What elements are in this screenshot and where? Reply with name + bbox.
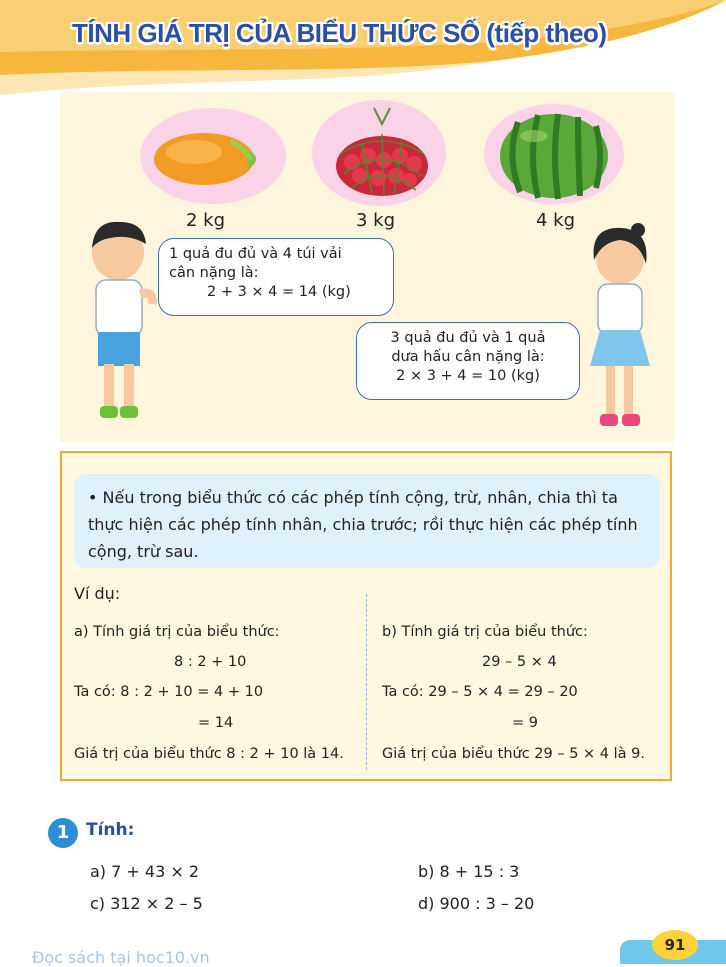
lychee-bag-icon [332, 104, 432, 200]
bubble-boy-line2: cân nặng là: [169, 265, 259, 281]
example-b-step2: = 9 [512, 715, 538, 731]
example-a-prompt: a) Tính giá trị của biểu thức: [74, 624, 280, 640]
papaya-icon [150, 128, 262, 190]
lychee-weight: 3 kg [356, 210, 396, 231]
page-title: TÍNH GIÁ TRỊ CỦA BIỂU THỨC SỐ (tiếp theo) [72, 18, 607, 48]
task-b: b) 8 + 15 : 3 [418, 862, 520, 881]
bubble-boy-line1: 1 quả đu đủ và 4 túi vải [169, 246, 342, 262]
example-b-conclusion: Giá trị của biểu thức 29 – 5 × 4 là 9. [382, 746, 646, 762]
example-b-expression: 29 – 5 × 4 [482, 654, 557, 670]
example-b-step1: Ta có: 29 – 5 × 4 = 29 – 20 [382, 684, 578, 700]
papaya-weight: 2 kg [186, 210, 226, 231]
exercise-title: Tính: [86, 820, 135, 840]
task-d: d) 900 : 3 – 20 [418, 894, 535, 913]
exercise-number-badge: 1 [48, 818, 78, 848]
page-number: 91 [652, 930, 698, 960]
watermelon-icon [498, 112, 610, 200]
bubble-girl-line1: 3 quả đu đủ và 1 quả [390, 330, 546, 346]
rule-text: • Nếu trong biểu thức có các phép tính cộng, trừ, nhân, chia thì ta thực hiện các phép tính nhân, chia trước; rồi thực hiện các phép tính cộng, trừ sau. [74, 474, 660, 568]
example-a-expression: 8 : 2 + 10 [174, 654, 247, 670]
example-divider [366, 594, 367, 770]
example-a-step1: Ta có: 8 : 2 + 10 = 4 + 10 [74, 684, 264, 700]
bubble-girl-line2: dưa hấu cân nặng là: [391, 349, 545, 365]
example-heading: Ví dụ: [74, 584, 121, 603]
example-a-conclusion: Giá trị của biểu thức 8 : 2 + 10 là 14. [74, 746, 344, 762]
task-a: a) 7 + 43 × 2 [90, 862, 200, 881]
boy-illustration [80, 214, 160, 434]
example-a-step2: = 14 [198, 715, 234, 731]
watermelon-weight: 4 kg [536, 210, 576, 231]
bubble-girl-line3: 2 × 3 + 4 = 10 (kg) [396, 368, 540, 384]
speech-bubble-girl [356, 322, 580, 400]
bubble-boy-line3: 2 + 3 × 4 = 14 (kg) [207, 284, 351, 300]
footer-source: Đọc sách tại hoc10.vn [32, 948, 210, 967]
speech-bubble-boy [158, 238, 394, 316]
girl-illustration [580, 220, 660, 442]
example-b-prompt: b) Tính giá trị của biểu thức: [382, 624, 588, 640]
task-c: c) 312 × 2 – 5 [90, 894, 203, 913]
